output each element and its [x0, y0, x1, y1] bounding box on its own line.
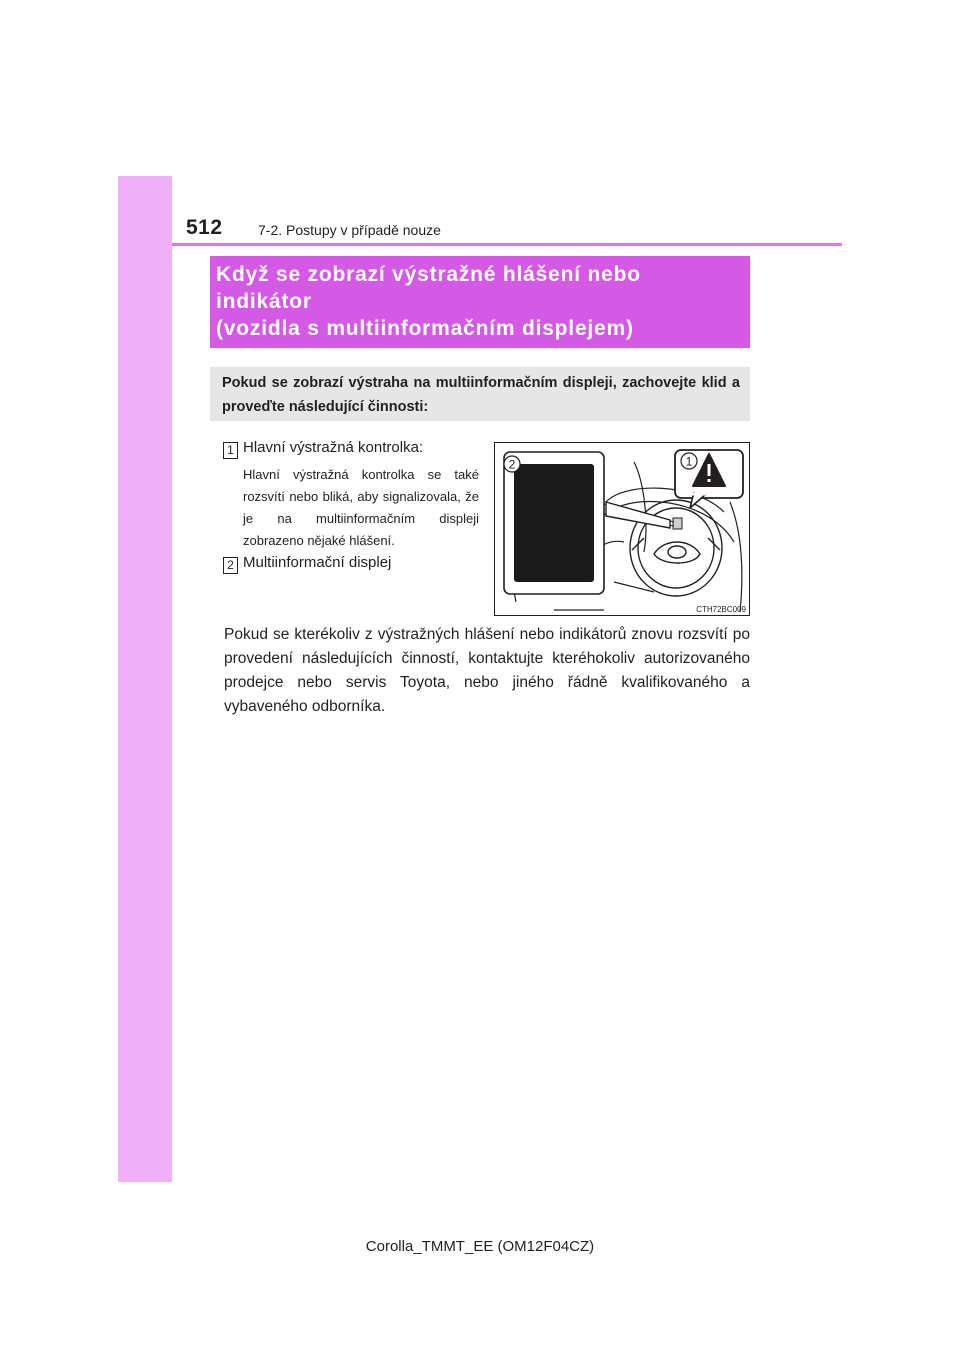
section-label: 7-2. Postupy v případě nouze — [258, 222, 441, 238]
callout-1-label: 1 — [685, 454, 693, 469]
item-description: Hlavní výstražná kontrolka se také rozsvítí nebo bliká, aby signalizovala, že je na multiinformačním displeji zobrazeno nějaké hlášení. — [243, 467, 479, 548]
item-number-badge: 2 — [223, 557, 238, 574]
item-number-badge: 1 — [223, 442, 238, 459]
footer: Corolla_TMMT_EE (OM12F04CZ) — [365, 1238, 595, 1255]
header-rule — [172, 243, 842, 246]
intro-box: Pokud se zobrazí výstraha na multiinformačním displeji, zachovejte klid a proveďte následující činnosti: — [210, 367, 750, 421]
section-title — [210, 256, 750, 348]
chapter-side-tab — [118, 176, 172, 1182]
section-title-line-2: indikátor — [216, 290, 312, 313]
item-title: Hlavní výstražná kontrolka: — [243, 439, 424, 456]
page-number: 512 — [186, 216, 223, 239]
item-title: Multiinformační displej — [243, 554, 392, 571]
section-title-line-3: (vozidla s multiinformačním displejem) — [216, 317, 634, 340]
illustration-code: CTH72BC009 — [696, 605, 746, 614]
dashboard-illustration — [494, 442, 750, 616]
body-paragraph: Pokud se kterékoliv z výstražných hlášení nebo indikátorů znovu rozsvítí po provedení následujících činností, kontaktujte kteréhokoliv autorizovaného prodejce nebo servis Toyota, nebo jiného řádně kvalifikovaného a vybaveného odborníka. — [224, 626, 750, 715]
callout-2-label: 2 — [508, 457, 516, 472]
section-title-line-1: Když se zobrazí výstražné hlášení nebo — [216, 263, 641, 286]
